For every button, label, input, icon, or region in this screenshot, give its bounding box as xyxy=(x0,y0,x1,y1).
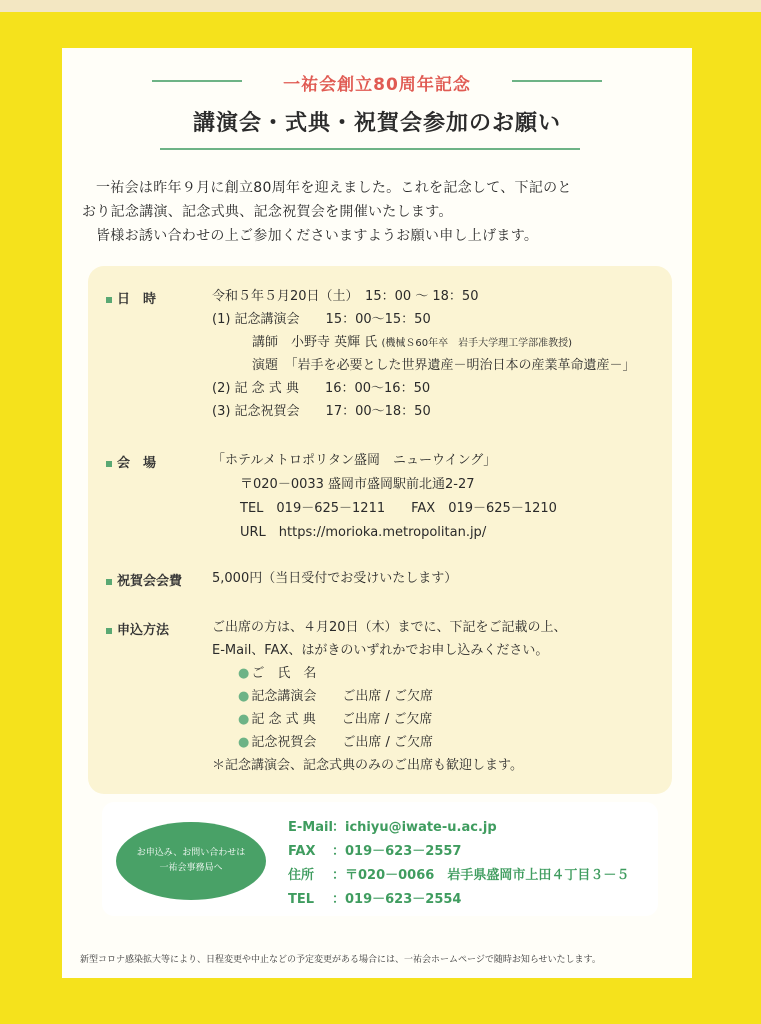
circle-bullet-icon: ● xyxy=(238,712,250,727)
contact-email: E-Mail：ichiyu@iwate-u.ac.jp xyxy=(288,820,497,835)
intro-text xyxy=(82,176,672,248)
bullet-square-icon xyxy=(106,461,112,467)
apply-option-name: ● ご 氏 名 xyxy=(238,666,317,681)
fee-label: 祝賀会会費 xyxy=(106,570,182,589)
footer-note: 新型コロナ感染拡大等により、日程変更や中止などの予定変更がある場合には、一祐会ホームページで随時お知らせいたします。 xyxy=(80,955,601,965)
schedule-date: 令和５年５月20日（土） 15：00 ～ 18：50 xyxy=(212,289,479,304)
contact-box xyxy=(102,802,658,916)
contact-fax: FAX ：019－623－2557 xyxy=(288,844,462,859)
contact-badge: お申込み、お問い合わせは 一祐会事務局へ xyxy=(116,822,266,900)
apply-line-1: ご出席の方は、４月20日（木）までに、下記をご記載の上、 xyxy=(212,620,567,635)
page-title: 講演会・式典・祝賀会参加のお願い xyxy=(192,111,561,136)
apply-note: ＊記念講演会、記念式典のみのご出席も歓迎します。 xyxy=(212,758,523,773)
circle-bullet-icon: ● xyxy=(238,666,250,681)
circle-bullet-icon: ● xyxy=(238,689,250,704)
ornament-line-right xyxy=(512,80,602,82)
apply-option-ceremony: ● 記 念 式 典 ご出席 / ご欠席 xyxy=(238,712,433,727)
venue-address: 〒020－0033 盛岡市盛岡駅前北通2-27 xyxy=(240,477,475,492)
intro-line-3: 皆様お誘い合わせの上ご参加くださいますようお願い申し上げます。 xyxy=(96,228,539,244)
contact-phone: TEL ：019－623－2554 xyxy=(288,892,462,907)
intro-line-2: おり記念講演、記念式典、記念祝賀会を開催いたします。 xyxy=(82,204,453,220)
fee-value: 5,000円（当日受付でお受けいたします） xyxy=(212,571,458,586)
ornament-line-left xyxy=(152,80,242,82)
venue-phone: TEL 019－625－1211 FAX 019－625－1210 xyxy=(240,501,557,516)
schedule-label: 日 時 xyxy=(106,288,156,307)
schedule-item-1: (1) 記念講演会 15：00～15：50 xyxy=(212,312,431,327)
schedule-item-3: (3) 記念祝賀会 17：00～18：50 xyxy=(212,404,431,419)
schedule-item-2: (2) 記 念 式 典 16：00～16：50 xyxy=(212,381,431,396)
details-panel xyxy=(88,266,672,794)
paper-edge xyxy=(0,0,761,12)
apply-option-party: ● 記念祝賀会 ご出席 / ご欠席 xyxy=(238,735,433,750)
anniversary-subtitle: 一祐会創立80周年記念 xyxy=(62,70,692,95)
apply-label: 申込方法 xyxy=(106,619,169,638)
lecturer: 講師 小野寺 英輝 氏 (機械Ｓ60年卒 岩手大学理工学部准教授) xyxy=(252,335,572,350)
bullet-square-icon xyxy=(106,628,112,634)
apply-line-2: E-Mail、FAX、はがきのいずれかでお申し込みください。 xyxy=(212,643,549,658)
apply-option-lecture: ● 記念講演会 ご出席 / ご欠席 xyxy=(238,689,433,704)
venue-name: 「ホテルメトロポリタン盛岡 ニューウイング」 xyxy=(212,453,497,468)
bullet-square-icon xyxy=(106,579,112,585)
bullet-square-icon xyxy=(106,297,112,303)
title-underline xyxy=(160,148,580,150)
venue-url: URL https://morioka.metropolitan.jp/ xyxy=(240,525,487,540)
contact-address: 住所 ：〒020－0066 岩手県盛岡市上田４丁目３－５ xyxy=(288,868,630,883)
intro-line-1: 一祐会は昨年９月に創立80周年を迎えました。これを記念して、下記のと xyxy=(96,180,572,196)
circle-bullet-icon: ● xyxy=(238,735,250,750)
venue-label: 会 場 xyxy=(106,452,156,471)
flyer-page xyxy=(62,48,692,978)
lecture-topic: 演題 「岩手を必要とした世界遺産－明治日本の産業革命遺産－」 xyxy=(252,358,636,373)
